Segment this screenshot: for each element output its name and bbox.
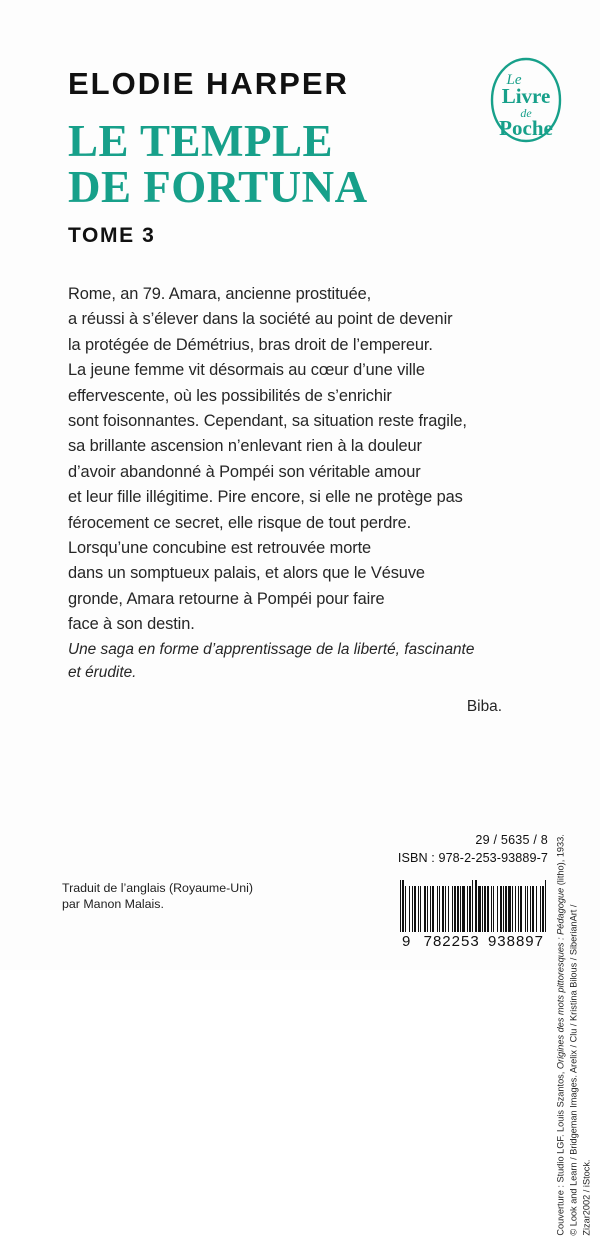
synopsis-line: Lorsqu’une concubine est retrouvée morte: [68, 539, 372, 558]
quote-line: Une saga en forme d’apprentissage de la liberté, fascinante: [68, 641, 475, 658]
press-quote-block: [68, 638, 508, 716]
title-block: [68, 118, 488, 248]
logo-text-poche: Poche: [499, 116, 553, 140]
credits-suffix: (litho), 1933.: [555, 834, 566, 889]
book-title-line-1: LE TEMPLE: [68, 116, 333, 166]
translator-credit: [62, 880, 253, 912]
logo-text-livre: Livre: [501, 84, 551, 108]
synopsis-line: effervescente, où les possibilités de s’enrichir: [68, 386, 392, 405]
translator-line-1: Traduit de l’anglais (Royaume-Uni): [62, 881, 253, 895]
barcode-digits: [400, 933, 548, 950]
cover-credits-vertical: [554, 834, 594, 1236]
author-name: ELODIE HARPER: [68, 66, 349, 101]
translator-line-2: par Manon Malais.: [62, 897, 164, 911]
price-code: 29 / 5635 / 8: [475, 833, 548, 847]
synopsis-line: Rome, an 79. Amara, ancienne prostituée,: [68, 285, 372, 303]
barcode-bars: [400, 880, 548, 932]
isbn-block: [398, 833, 548, 865]
synopsis-line: férocement ce secret, elle risque de tout perdre.: [68, 513, 412, 532]
credits-line-3: Zizar2002 / iStock.: [581, 1159, 592, 1236]
barcode-bar: [546, 880, 548, 932]
credits-line-2: © Look and Learn / Bridgeman Images. Arelix / Clu / Kristina Bilous / SiberianArt /: [568, 904, 579, 1236]
barcode: [400, 880, 548, 950]
cover-credits-text: [554, 834, 594, 1236]
synopsis-line: d’avoir abandonné à Pompéi son véritable amour: [68, 462, 421, 481]
synopsis-line: et leur fille illégitime. Pire encore, si elle ne protège pas: [68, 488, 463, 507]
barcode-group-1: 782253: [423, 933, 480, 950]
quote-line: et érudite.: [68, 664, 137, 681]
synopsis-line: sont foisonnantes. Cependant, sa situation reste fragile,: [68, 412, 467, 431]
synopsis-line: la protégée de Démétrius, bras droit de l’empereur.: [68, 335, 433, 354]
synopsis-line: dans un somptueux palais, et alors que le Vésuve: [68, 564, 425, 583]
barcode-lead-digit: 9: [402, 933, 412, 950]
credits-artwork-title: Origines des mots pittoresques : Pédagogue: [555, 888, 566, 1070]
synopsis-line: La jeune femme vit désormais au cœur d’une ville: [68, 361, 425, 380]
synopsis-line: a réussi à s’élever dans la société au point de devenir: [68, 310, 453, 329]
barcode-group-2: 938897: [487, 933, 544, 950]
credits-prefix: Couverture : Studio LGF. Louis Szantos,: [555, 1069, 566, 1236]
logo-text-de: de: [520, 106, 532, 120]
quote-source: Biba.: [466, 698, 502, 715]
le-livre-de-poche-logo-icon: [488, 56, 564, 144]
book-title-line-2: DE FORTUNA: [68, 162, 368, 212]
synopsis-block: [68, 282, 520, 638]
isbn-number: ISBN : 978-2-253-93889-7: [397, 851, 548, 865]
logo-text-le: Le: [506, 72, 522, 88]
synopsis-line: gronde, Amara retourne à Pompéi pour faire: [68, 589, 385, 608]
synopsis-line: face à son destin.: [68, 615, 195, 634]
synopsis-line: sa brillante ascension n’enlevant rien à la douleur: [68, 437, 422, 456]
synopsis-text: [68, 282, 520, 638]
press-quote: [68, 638, 508, 684]
volume-label: TOME 3: [68, 224, 156, 247]
credits-line-1: [554, 834, 567, 1236]
